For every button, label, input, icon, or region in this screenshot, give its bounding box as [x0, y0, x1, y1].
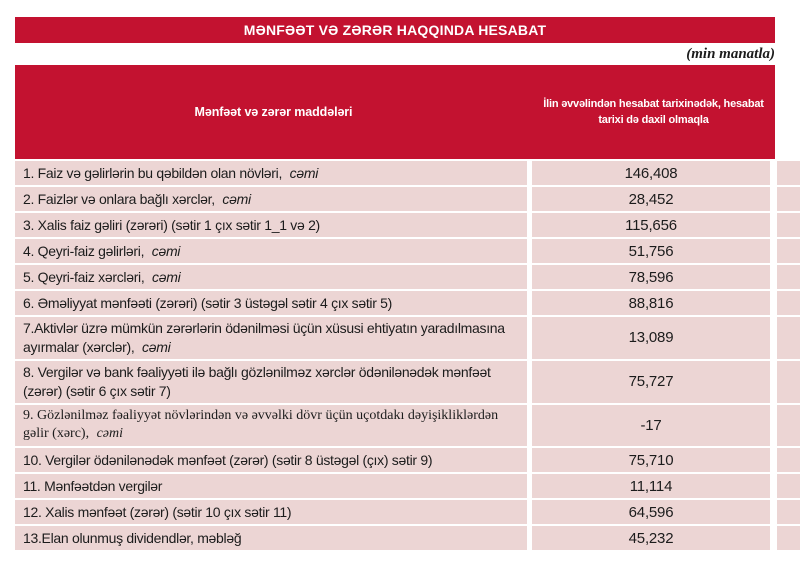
table-row — [15, 213, 800, 237]
row-value-cell — [532, 265, 770, 289]
row-label-cell — [15, 405, 527, 447]
row-edge-sliver — [777, 265, 800, 289]
row-italic-suffix: cəmi — [148, 268, 181, 285]
row-edge-sliver — [777, 500, 800, 524]
row-value-cell — [532, 239, 770, 263]
row-label-cell — [15, 448, 527, 472]
row-label: 6. Əməliyyat mənfəəti (zərəri) (sətir 3 üstəgəl sətir 4 çıx sətir 5) — [23, 294, 393, 311]
table-row — [15, 526, 800, 550]
header-cell-items: Mənfəət və zərər maddələri — [194, 105, 353, 119]
row-value: 115,656 — [625, 216, 677, 234]
row-label-cell — [15, 161, 527, 185]
row-value: 13,089 — [628, 329, 674, 347]
row-value-cell — [532, 213, 770, 237]
row-label-cell — [15, 500, 527, 524]
unit-note: (min manatla) — [686, 46, 775, 62]
report-title-bar — [15, 17, 775, 43]
row-label: 10. Vergilər ödənilənədək mənfəət (zərər) (sətir 8 üstəgəl (çıx) sətir 9) — [23, 451, 433, 468]
row-label: 4. Qeyri-faiz gəlirləri, cəmi — [23, 242, 181, 259]
table-row — [15, 187, 800, 211]
row-edge-sliver — [777, 405, 800, 447]
row-value-cell — [532, 448, 770, 472]
row-edge-sliver — [777, 526, 800, 550]
row-value: 11,114 — [629, 477, 673, 495]
row-edge-sliver — [777, 474, 800, 498]
row-value-cell — [532, 291, 770, 315]
header-cell-period: İlin əvvəlindən hesabat tarixinədək, hesabat tarixi də daxil olmaqla — [543, 97, 764, 126]
row-value-cell — [532, 361, 770, 403]
row-value-cell — [532, 474, 770, 498]
row-label: 7.Aktivlər üzrə mümkün zərərlərin ödənilməsi üçün xüsusi ehtiyatın yaradılmasına ayırmalar (xərclər), cəmi — [23, 320, 505, 355]
row-value-cell — [532, 161, 770, 185]
row-italic-suffix: cəmi — [286, 164, 319, 181]
row-label: 9. Gözlənilməz fəaliyyət növlərindən və əvvəlki dövr üçün uçotdakı dəyişikliklərdən gəlir (xərc), cəmi — [23, 407, 499, 442]
table-body — [15, 161, 800, 550]
row-label-cell — [15, 317, 527, 359]
table-header-row — [15, 65, 775, 159]
row-value: 64,596 — [628, 503, 674, 521]
row-label: 11. Mənfəətdən vergilər — [23, 477, 163, 494]
row-label: 12. Xalis mənfəət (zərər) (sətir 10 çıx sətir 11) — [23, 503, 292, 520]
row-value: 75,727 — [628, 373, 674, 391]
report-table — [15, 65, 800, 550]
row-italic-suffix: cəmi — [93, 426, 124, 442]
row-value-cell — [532, 526, 770, 550]
row-label: 8. Vergilər və bank fəaliyyəti ilə bağlı gözlənilməz xərclər ödənilənədək mənfəət (zərər) (sətir 6 çıx sətir 7) — [23, 363, 491, 399]
row-label: 3. Xalis faiz gəliri (zərəri) (sətir 1 çıx sətir 1_1 və 2) — [23, 216, 320, 233]
row-label-cell — [15, 187, 527, 211]
row-value: 51,756 — [628, 242, 674, 260]
table-row — [15, 500, 800, 524]
row-value: 146,408 — [624, 164, 678, 182]
row-label-cell — [15, 474, 527, 498]
row-label-cell — [15, 526, 527, 550]
row-value-cell — [532, 187, 770, 211]
row-label: 2. Faizlər və onlara bağlı xərclər, cəmi — [23, 190, 251, 207]
row-label: 5. Qeyri-faiz xərcləri, cəmi — [23, 268, 181, 285]
table-row — [15, 291, 800, 315]
table-row — [15, 265, 800, 289]
row-italic-suffix: cəmi — [138, 338, 171, 355]
row-edge-sliver — [777, 213, 800, 237]
table-row — [15, 474, 800, 498]
row-label-cell — [15, 265, 527, 289]
row-edge-sliver — [777, 317, 800, 359]
row-italic-suffix: cəmi — [218, 190, 251, 207]
row-value-cell — [532, 317, 770, 359]
table-row — [15, 239, 800, 263]
table-row — [15, 317, 800, 359]
row-italic-suffix: cəmi — [148, 242, 181, 259]
row-value: -17 — [640, 416, 662, 434]
row-edge-sliver — [777, 187, 800, 211]
row-edge-sliver — [777, 448, 800, 472]
row-value: 45,232 — [628, 529, 674, 547]
table-row — [15, 405, 800, 447]
row-label-cell — [15, 291, 527, 315]
row-value: 88,816 — [628, 294, 674, 312]
row-edge-sliver — [777, 361, 800, 403]
row-label: 13.Elan olunmuş dividendlər, məbləğ — [23, 529, 242, 546]
row-label-cell — [15, 239, 527, 263]
row-edge-sliver — [777, 291, 800, 315]
report-title: MƏNFƏƏT VƏ ZƏRƏR HAQQINDA HESABAT — [243, 22, 547, 38]
table-row — [15, 448, 800, 472]
row-value: 28,452 — [628, 190, 674, 208]
row-label-cell — [15, 361, 527, 403]
row-label: 1. Faiz və gəlirlərin bu qəbildən olan növləri, cəmi — [23, 164, 319, 181]
row-value-cell — [532, 500, 770, 524]
row-value-cell — [532, 405, 770, 447]
row-value: 78,596 — [628, 268, 674, 286]
table-row — [15, 361, 800, 403]
row-edge-sliver — [777, 239, 800, 263]
row-edge-sliver — [777, 161, 800, 185]
table-row — [15, 161, 800, 185]
row-label-cell — [15, 213, 527, 237]
row-value: 75,710 — [628, 451, 674, 469]
